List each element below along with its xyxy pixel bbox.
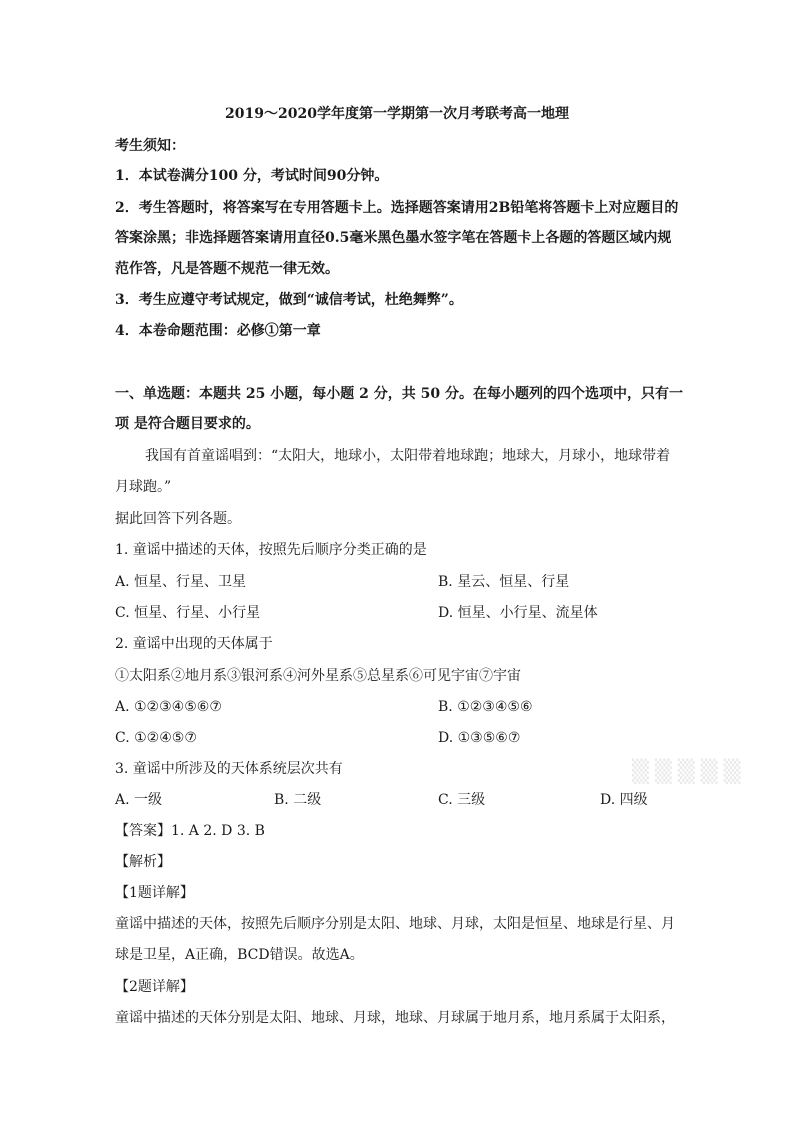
watermark: ▒▒▒▒▒ — [632, 760, 747, 785]
notice-item-2-line-1: 2．考生答题时，将答案写在专用答题卡上。选择题答案请用2B铅笔将答题卡上对应题目的 — [115, 200, 679, 216]
answer-line: 【答案】1. A 2. D 3. B — [115, 823, 265, 839]
q3-option-b: B. 二级 — [274, 792, 322, 808]
detail-1-line-1: 童谣中描述的天体，按照先后顺序分别是太阳、地球、月球，太阳是恒星、地球是行星、月 — [115, 916, 675, 932]
q1-option-b: B. 星云、恒星、行星 — [438, 574, 570, 590]
notice-heading: 考生须知： — [115, 138, 185, 154]
notice-item-2-line-2: 答案涂黑；非选择题答案请用直径0.5毫米黑色墨水签字笔在答题卡上各题的答题区域内规 — [115, 230, 672, 246]
material-line-1: 我国有首童谣唱到：“太阳大，地球小，太阳带着地球跑；地球大，月球小，地球带着 — [145, 448, 671, 464]
q3-option-a: A. 一级 — [115, 792, 163, 808]
q1-stem: 1. 童谣中描述的天体，按照先后顺序分类正确的是 — [115, 542, 427, 558]
section-heading-line-2: 项 是符合题目要求的。 — [115, 416, 260, 432]
section-heading-line-1: 一、单选题：本题共 25 小题，每小题 2 分，共 50 分。在每小题列的四个选项中，只有一 — [115, 386, 683, 402]
detail-2-line-1: 童谣中描述的天体分别是太阳、地球、月球，地球、月球属于地月系，地月系属于太阳系， — [115, 1010, 675, 1026]
q2-stem: 2. 童谣中出现的天体属于 — [115, 636, 273, 652]
material-line-2: 月球跑。” — [115, 479, 172, 495]
notice-item-4: 4．本卷命题范围：必修①第一章 — [115, 323, 321, 339]
q2-option-c: C. ①②④⑤⑦ — [115, 730, 197, 746]
material-prompt: 据此回答下列各题。 — [115, 511, 241, 527]
q1-option-c: C. 恒星、行星、小行星 — [115, 605, 261, 621]
q2-list: ①太阳系②地月系③银河系④河外星系⑤总星系⑥可见宇宙⑦宇宙 — [115, 668, 521, 684]
q3-option-d: D. 四级 — [600, 792, 648, 808]
exam-title: 2019～2020学年度第一学期第一次月考联考高一地理 — [225, 106, 569, 122]
notice-item-1: 1．本试卷满分100 分，考试时间90分钟。 — [115, 168, 389, 184]
q2-option-d: D. ①③⑤⑥⑦ — [438, 730, 521, 746]
notice-item-3: 3．考生应遵守考试规定，做到“诚信考试，杜绝舞弊”。 — [115, 292, 463, 308]
q1-option-d: D. 恒星、小行星、流星体 — [438, 605, 598, 621]
detail-2-heading: 【2题详解】 — [115, 979, 194, 995]
q3-option-c: C. 三级 — [438, 792, 486, 808]
q1-option-a: A. 恒星、行星、卫星 — [115, 574, 247, 590]
notice-item-2-line-3: 范作答，凡是答题不规范一律无效。 — [115, 261, 339, 277]
q2-option-b: B. ①②③④⑤⑥ — [438, 699, 533, 715]
analysis-heading: 【解析】 — [115, 854, 171, 870]
detail-1-line-2: 球是卫星，A正确，BCD错误。故选A。 — [115, 947, 364, 963]
q3-stem: 3. 童谣中所涉及的天体系统层次共有 — [115, 761, 343, 777]
detail-1-heading: 【1题详解】 — [115, 885, 194, 901]
q2-option-a: A. ①②③④⑤⑥⑦ — [115, 699, 222, 715]
